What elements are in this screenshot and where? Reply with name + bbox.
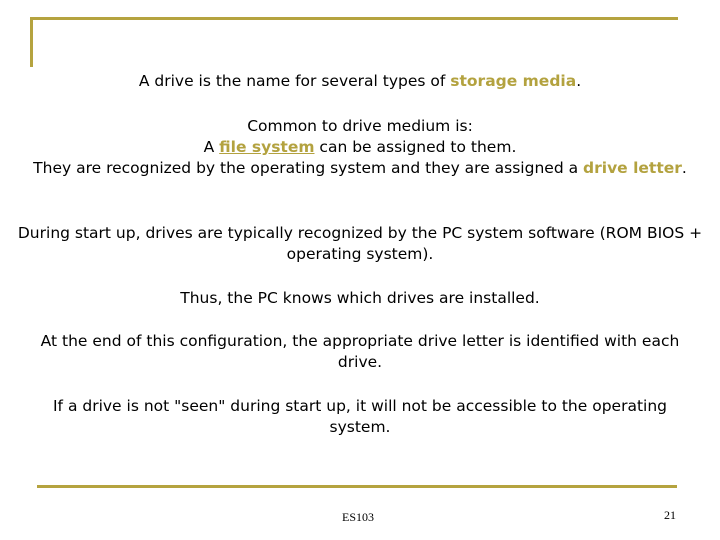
footer-course-code: ES103 [341, 510, 374, 524]
paragraph-configuration: At the end of this configuration, the appropriate drive letter is identified with each drive. [40, 332, 680, 371]
frame-top-line [30, 17, 678, 20]
paragraph-common [0, 116, 720, 179]
file-system-link[interactable]: file system [219, 138, 315, 156]
paragraph-not-seen: If a drive is not "seen" during start up, it will not be accessible to the operating system. [52, 397, 667, 436]
page-number: 21 [664, 508, 676, 522]
p2-line3 [0, 158, 720, 179]
p2-line3-post: . [681, 159, 687, 177]
p1-text: A drive is the name for several types of [138, 72, 451, 90]
paragraph-start-up: During start up, drives are typically recognized by the PC system software (ROM BIOS + operating system). [17, 224, 703, 263]
frame-left-line [30, 17, 33, 67]
p2-line2-pre: A [203, 138, 220, 156]
drive-letter-term: drive letter [583, 159, 682, 177]
p2-line1: Common to drive medium is: [247, 117, 473, 135]
storage-media-term: storage media [450, 72, 577, 90]
p2-line3-pre: They are recognized by the operating system and they are assigned a [33, 159, 584, 177]
p1-end: . [576, 72, 582, 90]
paragraph-storage-media [0, 71, 720, 92]
p2-line2-post: can be assigned to them. [314, 138, 517, 156]
footer-divider [37, 485, 677, 488]
paragraph-installed: Thus, the PC knows which drives are installed. [180, 289, 540, 307]
p2-line2 [0, 137, 720, 158]
